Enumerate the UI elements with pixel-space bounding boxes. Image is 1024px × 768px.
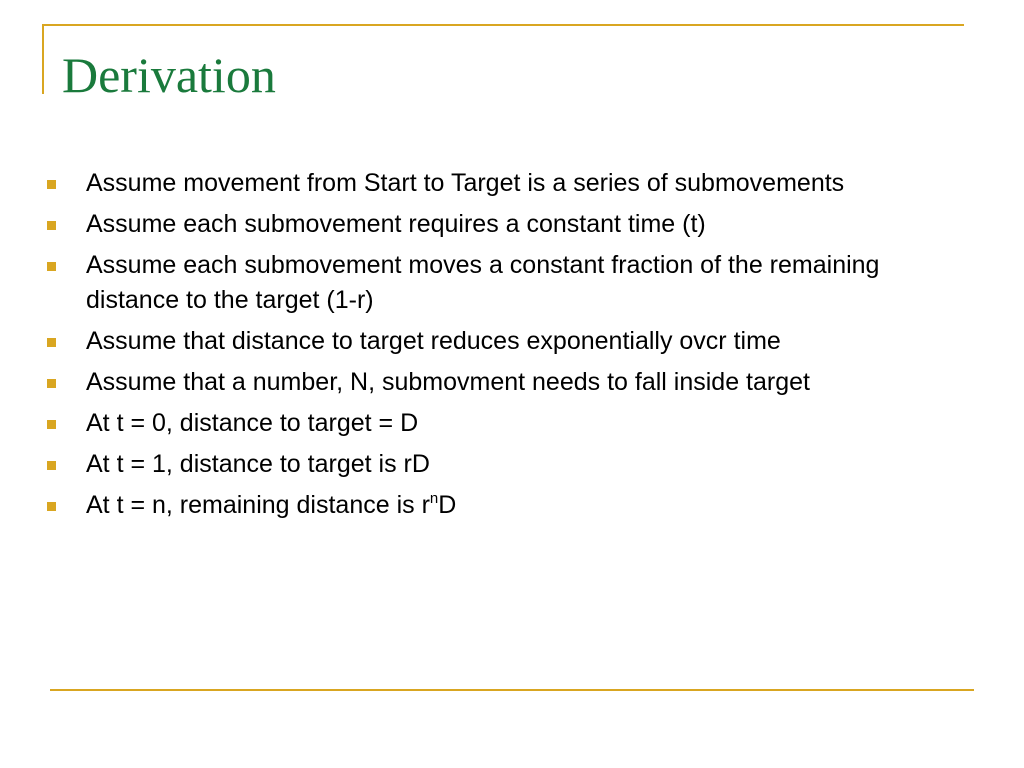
bullet-text-8-prefix: At t = n, remaining distance is r — [86, 491, 430, 519]
bullet-text-1: Assume movement from Start to Target is a series of submovements — [86, 169, 845, 197]
bottom-frame-line — [50, 689, 974, 691]
bullet-text-4: Assume that distance to target reduces exponentially ovcr time — [86, 327, 781, 355]
bullet-item-2 — [47, 207, 967, 242]
bullet-item-5 — [47, 365, 967, 400]
bullet-item-4 — [47, 324, 967, 359]
bullet-text-7: At t = 1, distance to target is rD — [86, 450, 430, 478]
bullet-list — [47, 166, 967, 529]
bullet-text-5: Assume that a number, N, submovment needs to fall inside target — [86, 368, 810, 396]
bullet-text-2: Assume each submovement requires a constant time (t) — [86, 210, 706, 238]
bullet-text-8-suffix: D — [438, 491, 457, 519]
bullet-item-6 — [47, 406, 967, 441]
top-frame-line — [42, 24, 964, 26]
bullet-text-6: At t = 0, distance to target = D — [86, 409, 419, 437]
left-frame-line — [42, 24, 44, 94]
exponent-n: n — [429, 490, 439, 507]
square-bullet-icon — [47, 502, 56, 511]
bullet-item-8 — [47, 488, 967, 523]
bullet-text-3: Assume each submovement moves a constant fraction of the remaining distance to the target (1-r) — [86, 251, 880, 314]
square-bullet-icon — [47, 379, 56, 388]
bullet-item-1 — [47, 166, 967, 201]
slide-title: Derivation — [62, 47, 276, 103]
bullet-item-3 — [47, 248, 967, 318]
bullet-item-7 — [47, 447, 967, 482]
square-bullet-icon — [47, 461, 56, 470]
square-bullet-icon — [47, 221, 56, 230]
square-bullet-icon — [47, 420, 56, 429]
bullet-text-8 — [86, 491, 456, 519]
square-bullet-icon — [47, 338, 56, 347]
square-bullet-icon — [47, 262, 56, 271]
square-bullet-icon — [47, 180, 56, 189]
